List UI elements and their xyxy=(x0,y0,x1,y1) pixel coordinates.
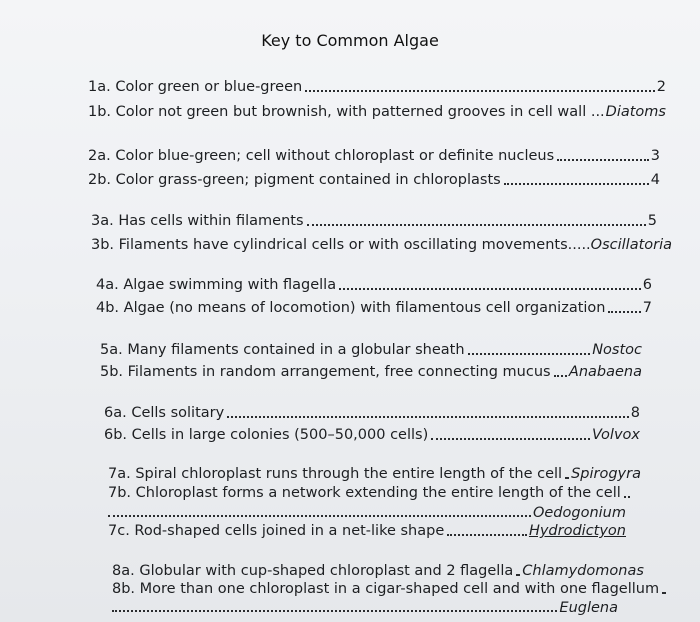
key-entry-4a: 4a. Algae swimming with flagella 6 xyxy=(96,277,652,293)
key-entry-5a: 5a. Many filaments contained in a globular sheath Nostoc xyxy=(100,342,642,358)
key-entry-7b-result: Oedogonium xyxy=(108,501,626,521)
key-entry-7b: 7b. Chloroplast forms a network extending the entire length of the cell xyxy=(108,482,632,502)
key-entry-5b: 5b. Filaments in random arrangement, free connecting mucus Anabaena xyxy=(100,364,642,380)
key-entry-6a: 6a. Cells solitary 8 xyxy=(104,405,640,421)
key-entry-1b: 1b. Color not green but brownish, with patterned grooves in cell wall ... Diatoms xyxy=(88,104,666,120)
key-entry-4b: 4b. Algae (no means of locomotion) with filamentous cell organization 7 xyxy=(96,300,652,316)
key-entry-7c: 7c. Rod-shaped cells joined in a net-like shape Hydrodictyon xyxy=(108,523,626,539)
key-entry-2a: 2a. Color blue-green; cell without chloroplast or definite nucleus 3 xyxy=(88,148,660,164)
key-entry-8b: 8b. More than one chloroplast in a cigar-shaped cell and with one flagellum xyxy=(112,578,624,598)
key-entry-7a: 7a. Spiral chloroplast runs through the entire length of the cell Spirogyra xyxy=(108,466,641,482)
key-entry-6b: 6b. Cells in large colonies (500–50,000 cells) Volvox xyxy=(104,427,640,443)
page-title: Key to Common Algae xyxy=(261,31,439,50)
key-entry-2b: 2b. Color grass-green; pigment contained in chloroplasts 4 xyxy=(88,172,660,188)
key-entry-8a: 8a. Globular with cup-shaped chloroplast and 2 flagella Chlamydomonas xyxy=(112,563,644,579)
key-entry-8b-result: Euglena xyxy=(112,596,618,616)
key-entry-3b: 3b. Filaments have cylindrical cells or with oscillating movements..... Oscillatoria xyxy=(91,237,673,253)
key-entry-3a: 3a. Has cells within filaments 5 xyxy=(91,213,657,229)
key-entry-1a: 1a. Color green or blue-green 2 xyxy=(88,79,666,95)
